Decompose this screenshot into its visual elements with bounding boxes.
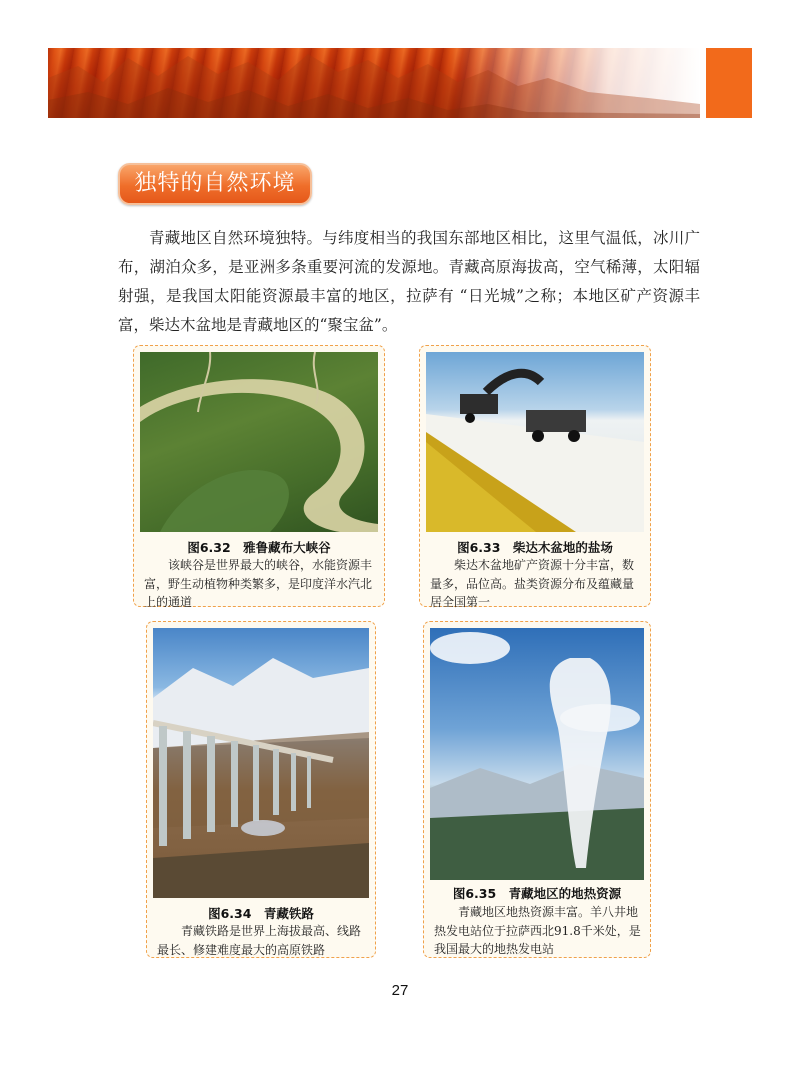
geyser-graphic	[430, 628, 644, 880]
figure-title: 图6.32 雅鲁藏布大峡谷	[187, 540, 331, 555]
canyon-photo	[140, 352, 378, 532]
figure-description: 该峡谷是世界最大的峡谷，水能资源丰富，野生动植物种类繁多，是印度洋水汽北上的通道	[144, 558, 373, 609]
figure-description: 柴达木盆地矿产资源十分丰富，数量多，品位高。盐类资源分布及蕴藏量居全国第一	[430, 558, 635, 609]
figure-title: 图6.33 柴达木盆地的盐场	[457, 540, 613, 555]
banner-mountain-texture	[48, 48, 700, 118]
figure-yarlung-canyon	[133, 345, 385, 607]
section-title: 独特的自然环境	[134, 171, 296, 196]
figure-title: 图6.34 青藏铁路	[208, 906, 314, 921]
railway-graphic	[153, 628, 369, 898]
figure-geothermal-resources	[423, 621, 651, 958]
figure-qinghai-tibet-railway	[146, 621, 376, 958]
canyon-river-graphic	[140, 352, 378, 532]
figure-title: 图6.35 青藏地区的地热资源	[452, 886, 622, 901]
figure-qaidam-salt-field	[419, 345, 651, 607]
railway-photo	[153, 628, 369, 898]
figure-description: 青藏铁路是世界上海拔最高、线路最长、修建难度最大的高原铁路	[157, 924, 362, 957]
salt-field-graphic	[426, 352, 644, 532]
figure-description: 青藏地区地热资源丰富。羊八井地热发电站位于拉萨西北91.8千米处，是我国最大的地热发电站	[434, 905, 641, 956]
header-corner-block	[706, 48, 752, 118]
page-number: 27	[391, 982, 409, 999]
header-banner-photo	[48, 48, 700, 118]
section-heading	[118, 163, 312, 205]
body-paragraph: 青藏地区自然环境独特。与纬度相当的我国东部地区相比，这里气温低，冰川广布，湖泊众多，是亚洲多条重要河流的发源地。青藏高原海拔高，空气稀薄，太阳辐射强，是我国太阳能资源最丰富的地区，拉萨有 “日光城”之称；本地区矿产资源丰富，柴达木盆地是青藏地区的“聚宝盆”。	[118, 229, 700, 334]
geyser-photo	[430, 628, 644, 880]
salt-field-photo	[426, 352, 644, 532]
